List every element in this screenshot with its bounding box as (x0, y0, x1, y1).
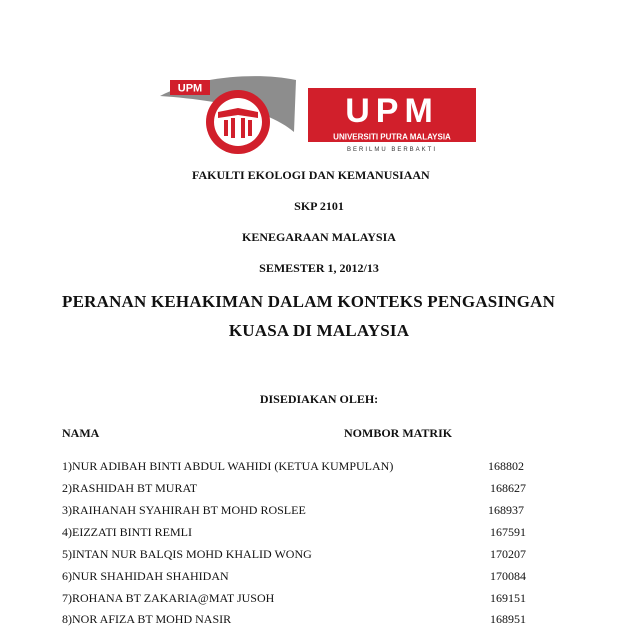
column-header-name: NAMA (62, 426, 100, 440)
member-matric: 168951 (490, 612, 526, 626)
member-name: 4)EIZZATI BINTI REMLI (62, 525, 192, 539)
upm-logo-graphic (158, 70, 478, 162)
logo-motto: BERILMU BERBAKTI (346, 147, 438, 153)
member-matric: 167591 (490, 525, 526, 539)
column-header-matric: NOMBOR MATRIK (344, 426, 453, 440)
member-name: 6)NUR SHAHIDAH SHAHIDAN (62, 569, 229, 583)
member-name: 5)INTAN NUR BALQIS MOHD KHALID WONG (62, 547, 312, 561)
course-name: KENEGARAAN MALAYSIA (242, 230, 396, 244)
member-matric: 169151 (490, 591, 526, 605)
member-name: 3)RAIHANAH SYAHIRAH BT MOHD ROSLEE (62, 503, 306, 517)
upm-logo (158, 70, 478, 162)
member-name: 7)ROHANA BT ZAKARIA@MAT JUSOH (62, 591, 275, 605)
member-matric: 168802 (488, 459, 524, 473)
title-line-1: PERANAN KEHAKIMAN DALAM KONTEKS PENGASINGAN (62, 292, 556, 311)
semester: SEMESTER 1, 2012/13 (259, 261, 379, 275)
faculty-name: FAKULTI EKOLOGI DAN KEMANUSIAAN (192, 168, 430, 182)
logo-shield-text: UPM (177, 82, 203, 95)
member-matric: 170084 (490, 569, 526, 583)
member-name: 1)NUR ADIBAH BINTI ABDUL WAHIDI (KETUA KUMPULAN) (62, 459, 394, 473)
logo-university-name: UNIVERSITI PUTRA MALAYSIA (333, 132, 451, 142)
course-code: SKP 2101 (294, 199, 344, 213)
title-line-2: KUASA DI MALAYSIA (228, 321, 410, 340)
member-matric: 168937 (488, 503, 524, 517)
member-matric: 168627 (490, 481, 526, 495)
member-matric: 170207 (490, 547, 526, 561)
logo-wordmark: UPM (345, 92, 439, 130)
prepared-by-heading: DISEDIAKAN OLEH: (259, 392, 379, 406)
member-name: 8)NOR AFIZA BT MOHD NASIR (62, 612, 232, 626)
member-name: 2)RASHIDAH BT MURAT (62, 481, 198, 495)
